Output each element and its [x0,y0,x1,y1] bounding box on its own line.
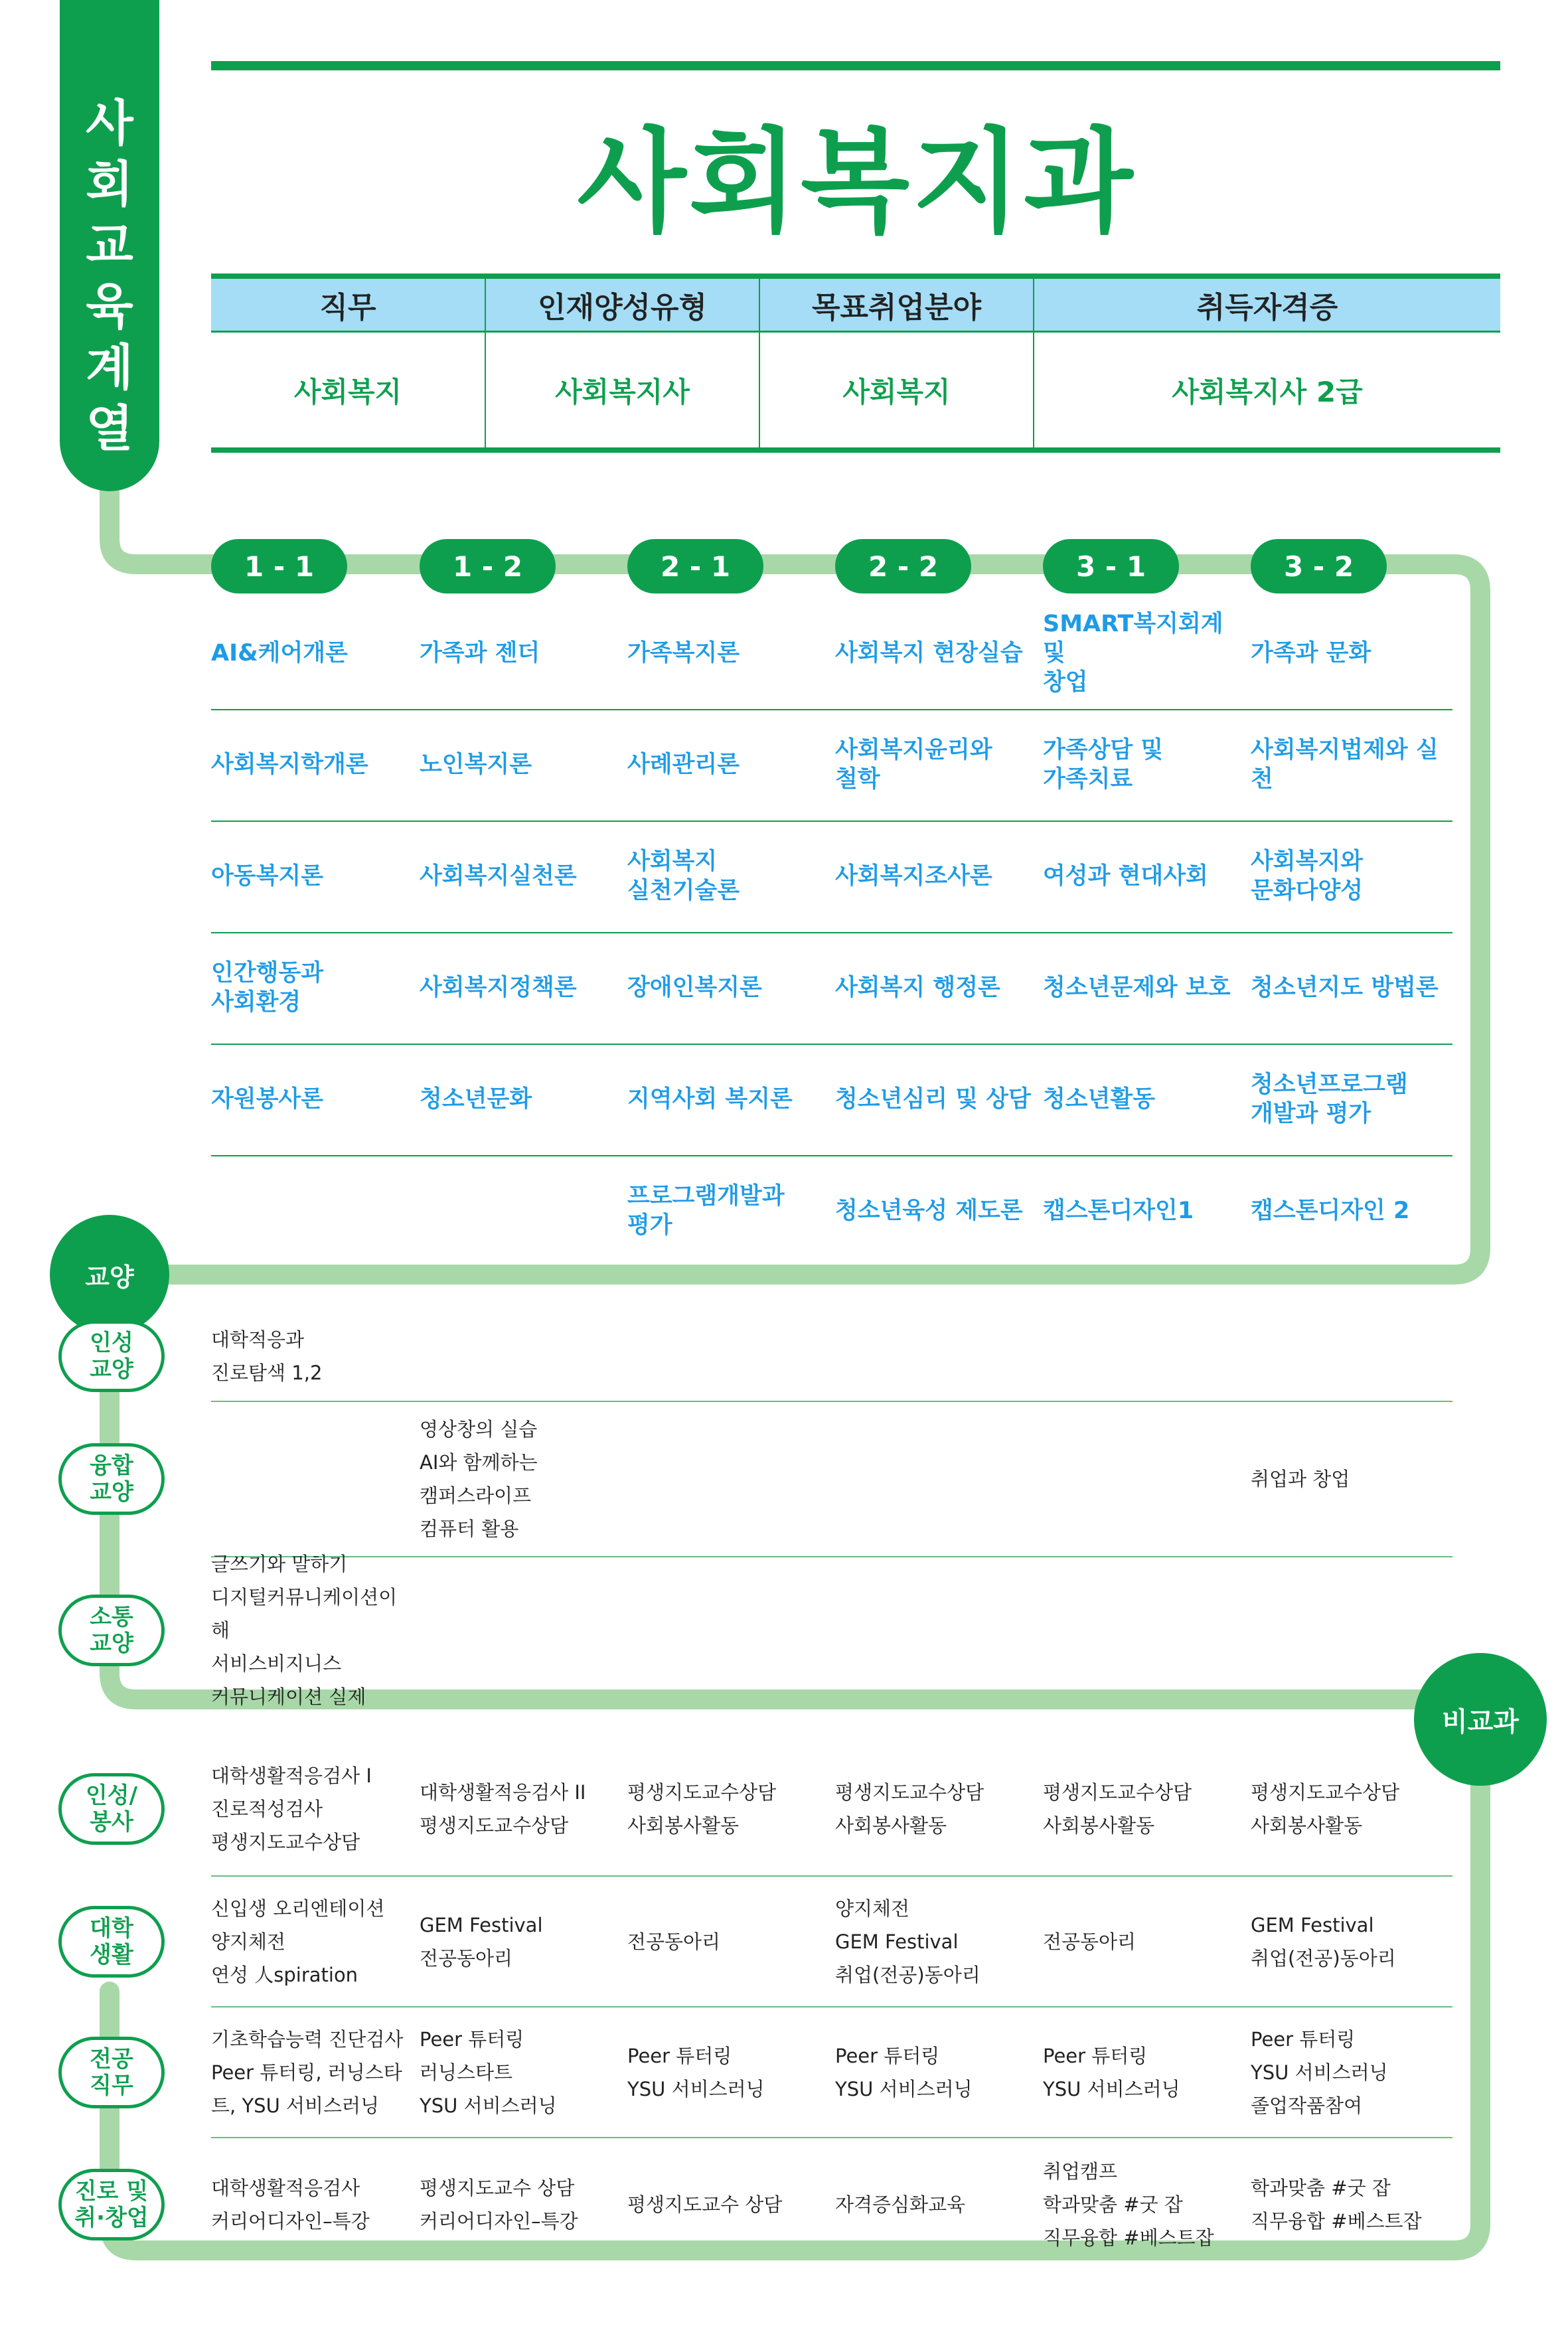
program-text: 취업캠프 학과맞춤 #굿 잡 직무융합 #베스트잡 [1043,2160,1214,2249]
category-badge [58,1906,165,1978]
semester-3-1: 3 - 1 [1043,539,1179,593]
category-name: 인성/ 봉사 [85,1782,138,1836]
program-text: 영상창의 실습 AI와 함께하는 캠퍼스라이프 컴퓨터 활용 [420,1418,538,1540]
course-name: 가족상담 및 가족치료 [1043,737,1164,793]
program-text: 평생지도교수 상담 커리어디자인–특강 [420,2177,578,2233]
info-value-target-field: 사회복지 [842,376,951,408]
department-group-tab [60,0,159,491]
program-text: 양지체전 GEM Festival 취업(전공)동아리 [835,1897,980,1986]
course-cell [835,932,1034,1044]
course-name: 장애인복지론 [627,975,762,1001]
course-cell [211,709,410,821]
course-name: 사회복지법제와 실천 [1251,737,1439,793]
program-cell [627,2007,826,2137]
page-title: 사회복지과 [577,117,1136,248]
program-text: 대학적응과 진로탐색 1,2 [211,1328,323,1384]
category-name: 인성 교양 [90,1329,133,1383]
program-cell [1251,2138,1450,2271]
program-cell [1043,2138,1242,2271]
program-cell [835,2007,1034,2137]
program-text: 평생지도교수상담 사회봉사활동 [627,1781,777,1837]
course-name: 아동복지론 [211,863,324,890]
program-cell [211,1553,410,1708]
top-rule [211,61,1500,70]
course-name: 청소년활동 [1043,1086,1156,1113]
program-text: 평생지도교수상담 사회봉사활동 [835,1781,984,1837]
department-group-char: 육 [86,278,133,335]
program-cell [211,1311,410,1401]
program-text: 학과맞춤 #굿 잡 직무융합 #베스트잡 [1251,2177,1422,2233]
semester-1-2: 1 - 2 [420,539,556,593]
category-badge [58,1320,165,1392]
semester-2-2: 2 - 2 [835,539,971,593]
course-cell [1043,1155,1242,1267]
program-text: 자격증심화교육 [835,2193,966,2216]
course-name: 사회복지실천론 [420,863,577,890]
semester-2-1: 2 - 1 [627,539,763,593]
program-text: 대학생활적응검사 커리어디자인–특강 [211,2177,370,2233]
course-name: 프로그램개발과 평가 [627,1183,785,1239]
program-cell [211,1877,410,2006]
program-text: 신입생 오리엔테이션 양지체전 연성 人spiration [211,1897,385,1986]
course-name: 청소년문제와 보호 [1043,975,1231,1001]
program-cell [835,2138,1034,2271]
extracurricular-badge: 비교과 [1414,1653,1547,1786]
program-cell [1251,1402,1450,1556]
program-text: GEM Festival 전공동아리 [420,1913,543,1970]
course-cell [420,1044,619,1155]
course-cell [211,597,410,709]
program-text: Peer 튜터링 YSU 서비스러닝 [835,2044,973,2100]
course-cell [1251,597,1450,709]
course-name: 청소년심리 및 상담 [835,1086,1031,1113]
category-name: 전공 직무 [90,2045,133,2099]
program-text: Peer 튜터링 YSU 서비스러닝 [1043,2044,1180,2100]
category-badge [58,2037,165,2108]
program-cell [1251,2007,1450,2137]
program-cell [211,2138,410,2271]
program-text: 글쓰기와 말하기 디지털커뮤니케이션이해 서비스비지니스 커뮤니케이션 실제 [211,1553,398,1708]
info-table-top-rule [211,274,1500,279]
program-cell [835,1877,1034,2006]
department-group-char: 열 [86,400,133,457]
course-cell [627,709,826,821]
course-cell [211,821,410,932]
course-name: 청소년프로그램 개발과 평가 [1251,1071,1408,1127]
course-name: 사회복지조사론 [835,863,992,890]
program-cell [1043,1743,1242,1875]
course-cell [627,821,826,932]
program-text: Peer 튜터링 YSU 서비스러닝 졸업작품참여 [1251,2027,1388,2117]
info-value-certificate: 사회복지사 2급 [1172,376,1363,408]
course-name: 청소년문화 [420,1086,532,1113]
info-header-target-field: 목표취업분야 [811,291,982,325]
category-badge [58,1443,165,1515]
course-name: 가족과 문화 [1251,640,1372,666]
category-name: 소통 교양 [90,1604,133,1657]
course-cell [627,932,826,1044]
course-cell [420,932,619,1044]
course-name: 사회복지 행정론 [835,975,1000,1001]
program-cell [1251,1877,1450,2006]
program-cell [420,1877,619,2006]
program-cell [420,1402,619,1556]
course-cell [835,1044,1034,1155]
course-cell [1251,932,1450,1044]
program-text: Peer 튜터링 러닝스타트 YSU 서비스러닝 [420,2027,557,2117]
program-text: 기초학습능력 진단검사 Peer 튜터링, 러닝스타 트, YSU 서비스러닝 [211,2027,404,2117]
department-group-char: 교 [86,217,133,274]
program-cell [211,1743,410,1875]
course-name: 사회복지윤리와 철학 [835,737,992,793]
course-cell [420,821,619,932]
course-name: 캡스톤디자인 2 [1251,1198,1410,1224]
course-name: 사회복지 실천기술론 [627,848,740,904]
course-name: 가족복지론 [627,640,740,666]
info-table-bottom-rule [211,447,1500,453]
info-header-certificate: 취득자격증 [1196,291,1338,325]
program-cell [1043,1877,1242,2006]
course-name: 청소년지도 방법론 [1251,975,1439,1001]
course-cell [1043,821,1242,932]
course-name: 사회복지와 문화다양성 [1251,848,1364,904]
course-name: 사회복지정책론 [420,975,577,1001]
category-name: 융합 교양 [90,1452,133,1506]
course-cell [420,709,619,821]
program-cell [627,1877,826,2006]
department-group-char: 사 [86,95,133,152]
program-cell [1251,1743,1450,1875]
course-cell [1251,1044,1450,1155]
course-cell [1043,1044,1242,1155]
category-badge [58,1773,165,1845]
program-text: Peer 튜터링 YSU 서비스러닝 [627,2044,765,2100]
info-value-talent-type: 사회복지사 [555,376,690,408]
course-name: 여성과 현대사회 [1043,863,1208,890]
program-text: 대학생활적응검사 Ⅰ 진로적성검사 평생지도교수상담 [211,1764,372,1853]
course-name: AI&케어개론 [211,640,348,666]
info-table-header-rule [211,331,1500,333]
course-name: 캡스톤디자인1 [1043,1198,1194,1224]
semester-1-1: 1 - 1 [211,539,347,593]
course-name: 청소년육성 제도론 [835,1198,1023,1224]
course-cell [1043,932,1242,1044]
course-name: 인간행동과 사회환경 [211,960,324,1016]
course-cell [1251,709,1450,821]
program-cell [835,1743,1034,1875]
course-cell [420,597,619,709]
course-cell [835,821,1034,932]
course-name: 지역사회 복지론 [627,1086,793,1113]
course-name: 자원봉사론 [211,1086,324,1113]
program-cell [420,2138,619,2271]
program-text: 평생지도교수 상담 [627,2193,783,2216]
department-group-label [60,93,159,459]
course-cell [627,1044,826,1155]
category-name: 진로 및 취·창업 [74,2178,149,2231]
info-value-job: 사회복지 [293,376,402,408]
department-group-char: 회 [86,156,133,213]
program-text: 전공동아리 [627,1930,721,1953]
course-name: 노인복지론 [420,751,532,778]
department-group-char: 계 [86,339,133,396]
course-cell [1043,709,1242,821]
program-cell [211,2007,410,2137]
course-cell [835,1155,1034,1267]
course-name: 사회복지 현장실습 [835,640,1023,666]
program-cell [627,2138,826,2271]
course-cell [627,1155,826,1267]
program-text: 평생지도교수상담 사회봉사활동 [1251,1781,1400,1837]
semester-3-2: 3 - 2 [1251,539,1387,593]
info-header-job: 직무 [319,291,376,325]
category-badge [58,1595,165,1666]
program-cell [1043,2007,1242,2137]
course-name: SMART복지회계 및 창업 [1043,611,1223,696]
program-text: GEM Festival 취업(전공)동아리 [1251,1913,1396,1970]
course-cell [835,709,1034,821]
program-cell [627,1743,826,1875]
program-text: 대학생활적응검사 II 평생지도교수상담 [420,1781,586,1837]
program-cell [420,2007,619,2137]
program-text: 평생지도교수상담 사회봉사활동 [1043,1781,1192,1837]
course-cell [211,932,410,1044]
category-badge [58,2169,165,2240]
general-education-badge: 교양 [50,1215,169,1334]
course-cell [627,597,826,709]
program-text: 취업과 창업 [1251,1468,1350,1490]
course-name: 가족과 젠더 [420,640,540,666]
program-text: 전공동아리 [1043,1930,1137,1953]
course-cell [1251,821,1450,932]
program-cell [420,1743,619,1875]
course-cell [211,1044,410,1155]
category-name: 대학 생활 [90,1915,133,1968]
course-name: 사회복지학개론 [211,751,368,778]
course-name: 사례관리론 [627,751,740,778]
info-header-talent-type: 인재양성유형 [537,291,708,325]
course-cell [1043,597,1242,709]
course-cell [835,597,1034,709]
course-cell [1251,1155,1450,1267]
